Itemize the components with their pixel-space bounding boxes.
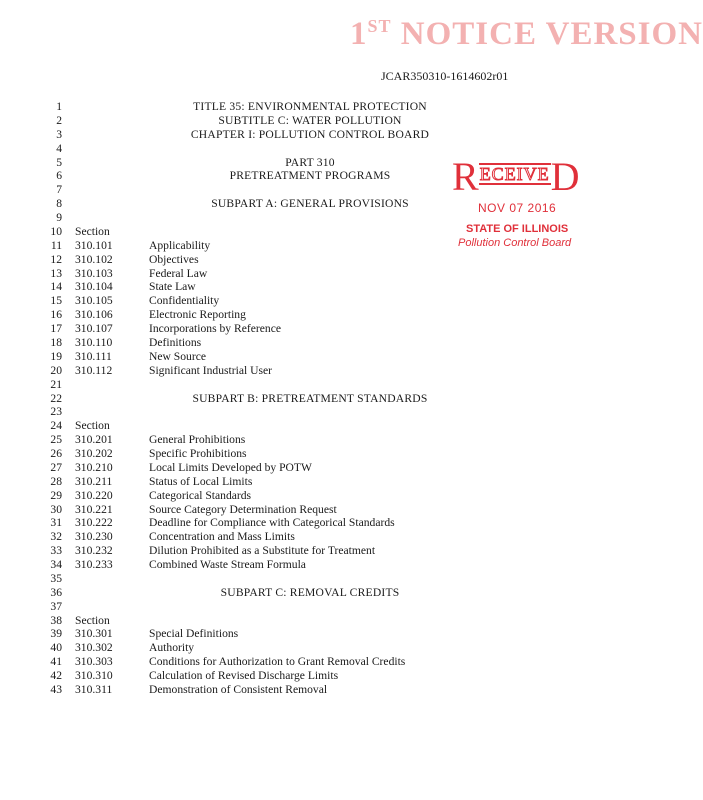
section-title: Combined Waste Stream Formula: [149, 558, 306, 571]
document-line: [0, 253, 621, 267]
document-line: [0, 447, 621, 461]
document-line: [0, 114, 621, 128]
document-line: [0, 239, 621, 253]
heading-text: CHAPTER I: POLLUTION CONTROL BOARD: [190, 127, 430, 141]
section-number: 310.110: [75, 336, 113, 349]
document-line: [0, 322, 621, 336]
section-number: 310.102: [75, 252, 113, 266]
document-line: [0, 267, 621, 281]
heading-text: TITLE 35: ENVIRONMENTAL PROTECTION: [193, 100, 427, 113]
line-number: 2: [56, 113, 62, 127]
line-number: 28: [50, 474, 62, 488]
section-number: 310.104: [75, 280, 113, 294]
line-number: 12: [50, 252, 62, 266]
section-number: 310.103: [75, 266, 113, 280]
section-number: 310.112: [75, 363, 113, 377]
line-number: 4: [56, 141, 62, 155]
heading-text: SUBTITLE C: WATER POLLUTION: [218, 113, 402, 127]
document-line: [0, 211, 621, 225]
section-number: 310.302: [75, 641, 113, 655]
line-number: 24: [50, 419, 62, 433]
document-line: [0, 128, 621, 142]
document-line: [0, 433, 621, 447]
section-number: 310.303: [75, 655, 113, 669]
document-line: [0, 308, 621, 322]
section-number: 310.202: [75, 447, 113, 460]
document-line: [0, 294, 621, 308]
line-number: 3: [56, 127, 62, 141]
received-stamp-word: RECEIVED: [452, 154, 580, 199]
heading-text: SUBPART B: PRETREATMENT STANDARDS: [192, 391, 428, 405]
document-line: [0, 558, 621, 572]
line-number: 30: [50, 502, 62, 516]
section-title: Federal Law: [149, 266, 208, 280]
document-line: [0, 586, 621, 600]
document-line: [0, 544, 621, 558]
section-number: 310.210: [75, 460, 113, 474]
section-title: Categorical Standards: [149, 488, 252, 502]
received-stamp-state: STATE OF ILLINOIS: [466, 223, 569, 235]
line-number: 34: [50, 558, 62, 571]
line-number: 15: [50, 294, 62, 308]
section-number: 310.105: [75, 294, 113, 308]
document-line: [0, 392, 621, 406]
section-number: 310.232: [75, 544, 113, 558]
line-number: 5: [56, 155, 62, 169]
document-line: [0, 461, 621, 475]
section-title: Special Definitions: [149, 627, 239, 641]
document-line: [0, 364, 621, 378]
section-number: 310.311: [75, 683, 113, 696]
heading-text: SUBPART A: GENERAL PROVISIONS: [211, 197, 409, 211]
line-number: 23: [50, 405, 62, 419]
document-line: [0, 142, 621, 156]
document-line: [0, 169, 621, 183]
line-number: 43: [50, 683, 62, 696]
section-title: Applicability: [149, 238, 211, 252]
document-line: [0, 614, 621, 628]
document-line: [0, 530, 621, 544]
section-number: 310.221: [75, 502, 113, 516]
document-line: [0, 225, 621, 239]
heading-text: PRETREATMENT PROGRAMS: [229, 169, 391, 183]
line-number: 20: [50, 363, 62, 377]
document-line: [0, 489, 621, 503]
line-number: 25: [50, 433, 62, 447]
line-number: 18: [50, 336, 62, 349]
line-number: 38: [50, 613, 62, 627]
document-line: [0, 183, 621, 197]
line-number: 16: [50, 308, 62, 322]
line-number: 27: [50, 460, 62, 474]
section-number: Section: [75, 419, 110, 433]
section-title: Demonstration of Consistent Removal: [149, 683, 328, 696]
line-number: 7: [56, 183, 62, 197]
line-number: 31: [50, 516, 62, 530]
line-number: 6: [56, 169, 62, 183]
document-line: [0, 336, 621, 350]
line-number: 41: [50, 655, 62, 669]
section-title: Local Limits Developed by POTW: [149, 460, 312, 474]
received-stamp-date: NOV 07 2016: [478, 201, 557, 215]
line-number: 21: [50, 377, 62, 391]
section-number: 310.111: [75, 349, 112, 363]
first-notice-watermark: 1ST NOTICE VERSION: [350, 16, 703, 52]
document-line: [0, 503, 621, 517]
line-number: 36: [50, 585, 62, 599]
section-title: Source Category Determination Request: [149, 502, 337, 516]
document-line: [0, 350, 621, 364]
section-number: 310.211: [75, 474, 113, 488]
section-title: Authority: [149, 641, 195, 655]
line-number: 37: [50, 599, 62, 613]
document-line: [0, 405, 621, 419]
section-title: Significant Industrial User: [149, 363, 272, 377]
heading-text: PART 310: [285, 155, 335, 169]
line-number: 1: [56, 100, 62, 113]
section-title: Confidentiality: [149, 294, 220, 308]
section-title: Incorporations by Reference: [149, 322, 281, 336]
section-number: 310.106: [75, 308, 113, 322]
document-line: [0, 655, 621, 669]
section-title: Status of Local Limits: [149, 474, 253, 488]
document-line: [0, 419, 621, 433]
section-number: 310.201: [75, 433, 113, 447]
section-title: New Source: [149, 349, 206, 363]
line-number: 39: [50, 627, 62, 641]
line-number: 13: [50, 266, 62, 280]
document-line: [0, 641, 621, 655]
line-number: 9: [56, 211, 62, 224]
line-number: 29: [50, 488, 62, 502]
document-line: [0, 197, 621, 211]
section-title: Electronic Reporting: [149, 308, 246, 322]
section-number: 310.310: [75, 669, 113, 683]
line-number: 14: [50, 280, 62, 294]
section-title: Definitions: [149, 336, 202, 349]
section-title: General Prohibitions: [149, 433, 246, 447]
document-line: [0, 683, 621, 697]
line-number: 22: [50, 391, 62, 405]
section-title: Deadline for Compliance with Categorical Standards: [149, 516, 395, 530]
line-number: 42: [50, 669, 62, 683]
line-number: 8: [56, 197, 62, 211]
document-id: JCAR350310-1614602r01: [381, 69, 509, 83]
section-number: Section: [75, 224, 110, 238]
document-line: [0, 156, 621, 170]
document-line: [0, 572, 621, 586]
section-number: 310.107: [75, 322, 113, 336]
document-line: [0, 516, 621, 530]
section-number: Section: [75, 613, 110, 627]
section-number: 310.222: [75, 516, 113, 530]
section-title: State Law: [149, 280, 196, 294]
document-line: [0, 600, 621, 614]
line-number: 35: [50, 571, 62, 585]
received-stamp-board: Pollution Control Board: [458, 237, 572, 249]
section-number: 310.230: [75, 530, 113, 544]
document-line: [0, 627, 621, 641]
section-title: Conditions for Authorization to Grant Removal Credits: [149, 655, 406, 669]
document-line: [0, 378, 621, 392]
line-number: 26: [50, 447, 62, 460]
line-number: 11: [50, 238, 62, 252]
section-title: Specific Prohibitions: [149, 447, 247, 460]
document-line: [0, 669, 621, 683]
section-title: Concentration and Mass Limits: [149, 530, 295, 544]
section-title: Calculation of Revised Discharge Limits: [149, 669, 339, 683]
section-number: 310.233: [75, 558, 113, 571]
line-number: 17: [50, 322, 62, 336]
section-title: Dilution Prohibited as a Substitute for Treatment: [149, 544, 376, 558]
line-number: 19: [50, 349, 62, 363]
line-number: 32: [50, 530, 62, 544]
line-number: 10: [50, 224, 62, 238]
section-number: 310.220: [75, 488, 113, 502]
section-number: 310.301: [75, 627, 113, 641]
document-line: [0, 475, 621, 489]
line-number: 33: [50, 544, 62, 558]
heading-text: SUBPART C: REMOVAL CREDITS: [220, 585, 400, 599]
line-number: 40: [50, 641, 62, 655]
section-title: Objectives: [149, 252, 199, 266]
document-line: [0, 100, 621, 114]
section-number: 310.101: [75, 238, 113, 252]
document-line: [0, 280, 621, 294]
